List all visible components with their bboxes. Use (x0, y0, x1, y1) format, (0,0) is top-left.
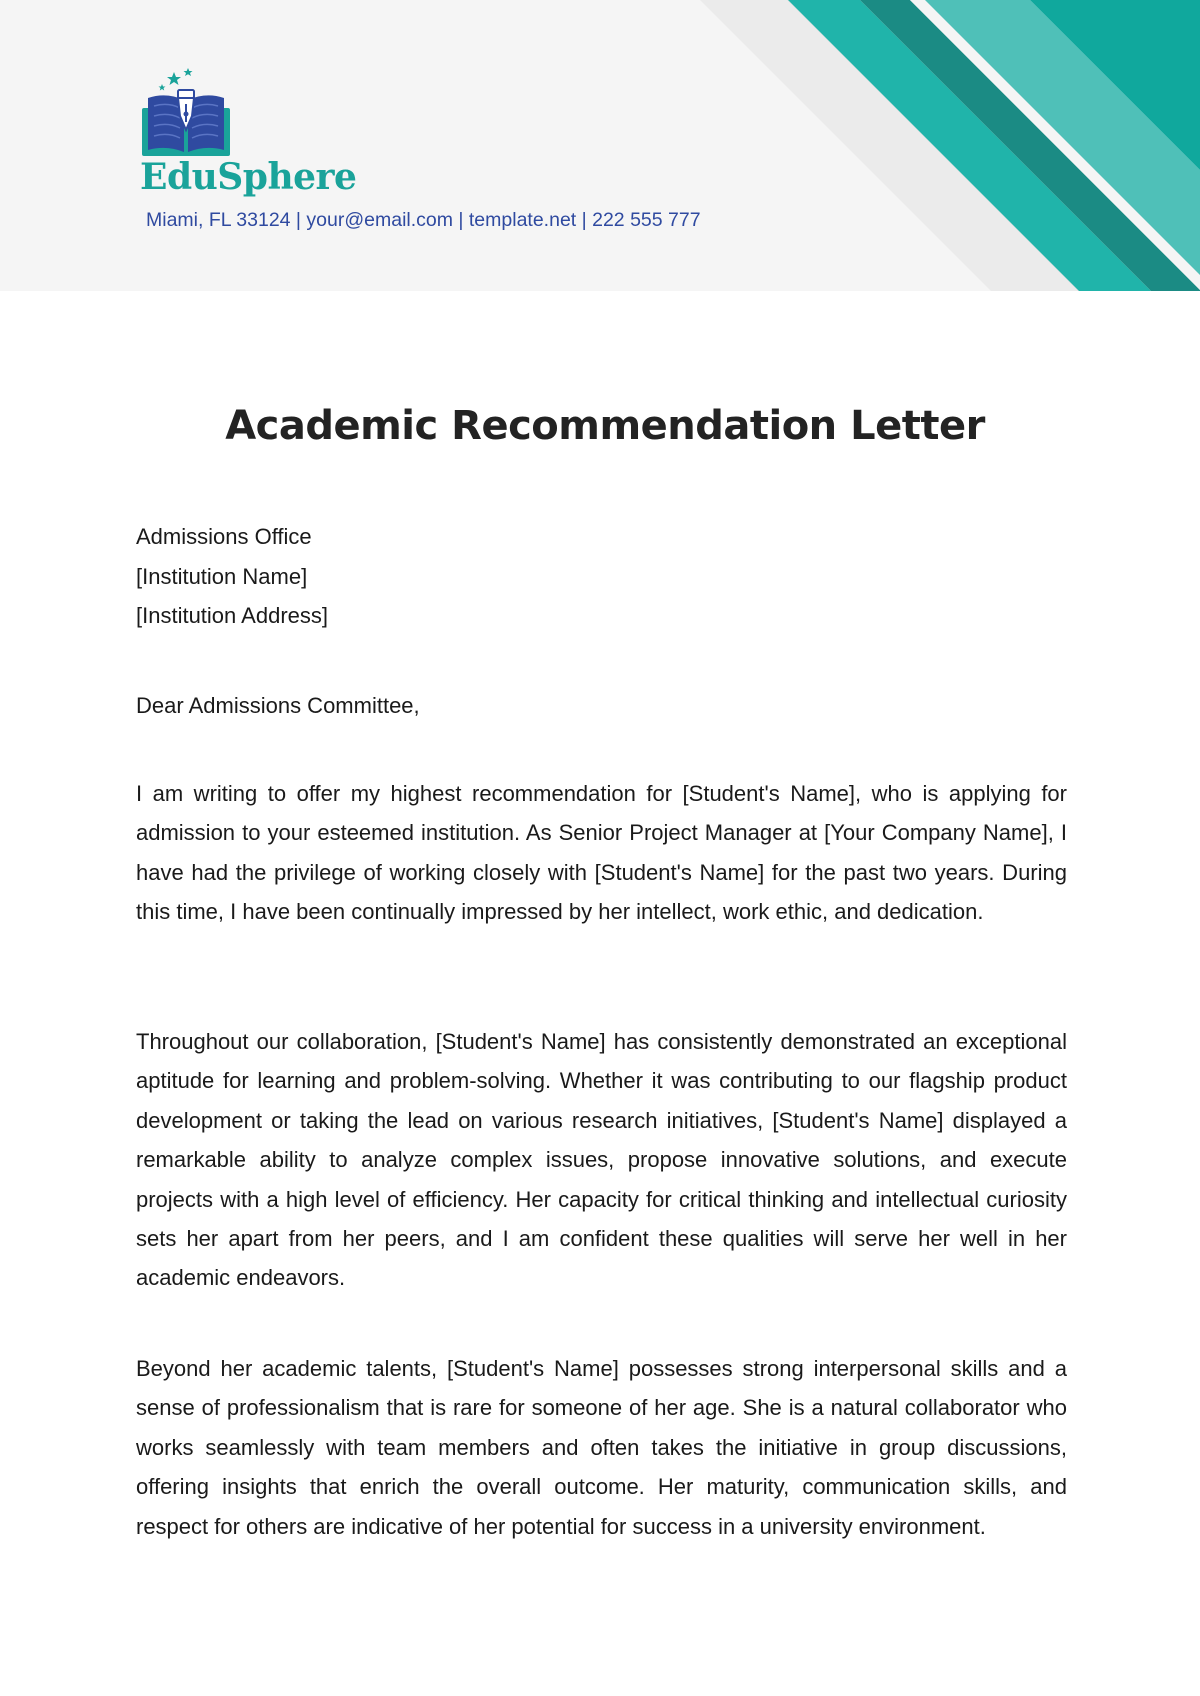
recipient-address (136, 517, 328, 636)
book-pen-stars-icon (140, 68, 232, 160)
body-paragraph: Throughout our collaboration, [Student's Name] has consistently demonstrated an exceptional aptitude for learning and problem-solving. Whether it was contributing to our flagship product development or taking the lead on various research initiatives, [Student's Name] displayed a remarkable ability to analyze complex issues, propose innovative solutions, and execute projects with a high level of efficiency. Her capacity for critical thinking and intellectual curiosity sets her apart from her peers, and I am confident these qualities will serve her well in her academic endeavors. (136, 1029, 1067, 1291)
document-title: Academic Recommendation Letter (225, 403, 985, 449)
brand-name: EduSphere (140, 156, 357, 198)
recipient-line: Admissions Office (136, 524, 312, 549)
body-paragraph: Beyond her academic talents, [Student's Name] possesses strong interpersonal skills and a sense of professionalism that is rare for someone of her age. She is a natural collaborator who works seamlessly with team members and often takes the initiative in group discussions, offering insights that enrich the overall outcome. Her maturity, communication skills, and respect for others are indicative of her potential for success in a university environment. (136, 1356, 1067, 1539)
salutation: Dear Admissions Committee, (136, 693, 420, 718)
letterhead (0, 0, 1200, 291)
body-paragraph: I am writing to offer my highest recommendation for [Student's Name], who is applying for admission to your esteemed institution. As Senior Project Manager at [Your Company Name], I have had the privilege of working closely with [Student's Name] for the past two years. During this time, I have been continually impressed by her intellect, work ethic, and dedication. (136, 781, 1067, 925)
recipient-line: [Institution Address] (136, 603, 328, 628)
recipient-line: [Institution Name] (136, 563, 308, 589)
contact-line: Miami, FL 33124 | your@email.com | template.net | 222 555 777 (146, 209, 701, 231)
